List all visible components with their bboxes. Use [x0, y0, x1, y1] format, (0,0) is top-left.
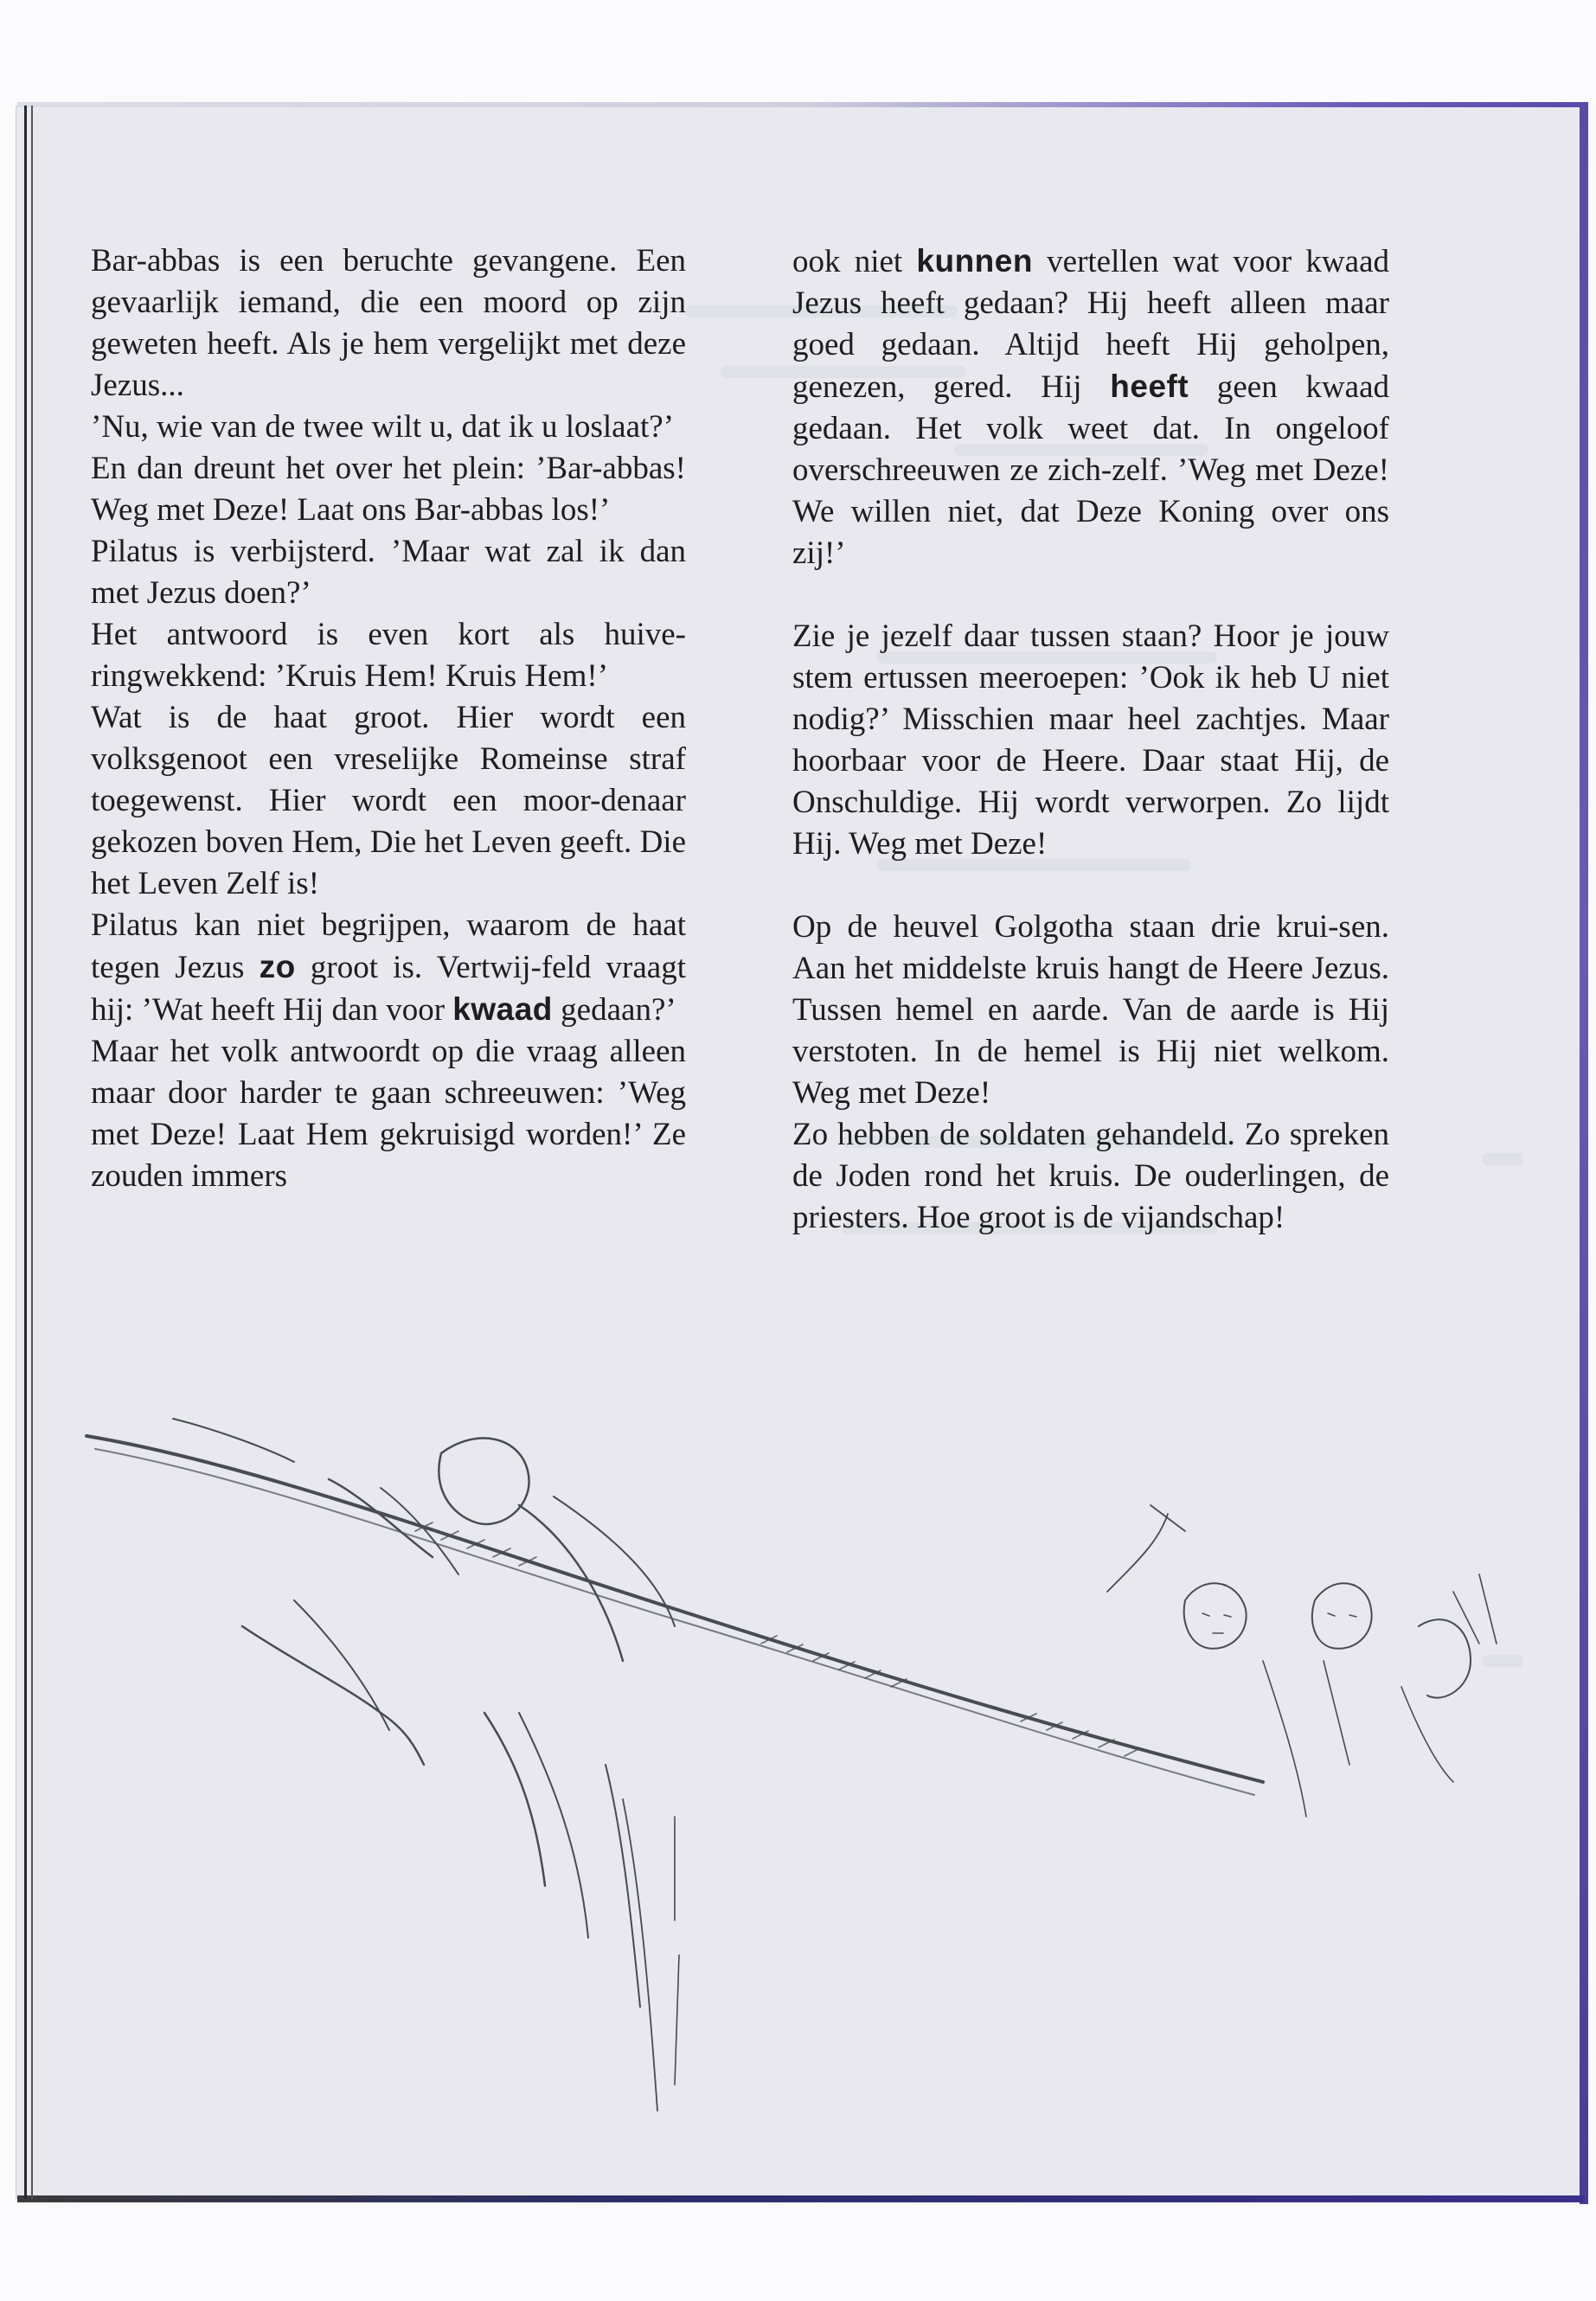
paragraph — [91, 448, 686, 531]
spine-line — [24, 106, 27, 2199]
text-segment: En dan dreunt het over het plein: ’Bar-abbas! Weg met Deze! Laat ons Bar-abbas los!’ — [91, 451, 686, 528]
paragraph — [91, 531, 686, 614]
bold-word: kwaad — [452, 991, 553, 1027]
bold-word: zo — [259, 949, 296, 984]
text-segment: vertellen wat voor kwaad Jezus heeft gedaan? Hij heeft alleen maar goed gedaan. Altijd heeft Hij geholpen, genezen, gered. Hij — [792, 244, 1389, 405]
paragraph — [91, 407, 686, 448]
paragraph — [792, 616, 1389, 865]
text-segment: ook niet — [792, 244, 917, 279]
text-segment: Het antwoord is even kort als huive-ringwekkend: ’Kruis Hem! Kruis Hem!’ — [91, 617, 686, 694]
paragraph — [792, 240, 1389, 574]
text-segment: Bar-abbas is een beruchte gevangene. Een gevaarlijk iemand, die een moord op zijn geweten heeft. Als je hem vergelijkt met deze Jezus... — [91, 243, 686, 403]
book-cover-edge — [1580, 102, 1588, 2204]
paragraph — [91, 240, 686, 407]
bold-word: heeft — [1110, 369, 1189, 404]
paragraph — [91, 614, 686, 697]
paragraph — [91, 905, 686, 1031]
page-top-edge — [17, 102, 1581, 107]
text-segment: groot is. Vertwij-feld vraagt hij: ’Wat heeft Hij dan voor — [91, 950, 686, 1028]
text-segment: ’Nu, wie van de twee wilt u, dat ik u loslaat?’ — [91, 409, 675, 445]
paragraph — [91, 1031, 686, 1197]
text-segment: Wat is de haat groot. Hier wordt een volksgenoot een vreselijke Romeinse straf toegewenst. Hier wordt een moor-denaar gekozen boven Hem, Die het Leven geeft. Die het Leven Zelf is! — [91, 700, 686, 901]
text-segment: Zo hebben de soldaten gehandeld. Zo spreken de Joden rond het kruis. De ouderlingen, de priesters. Hoe groot is de vijandschap! — [792, 1117, 1389, 1235]
crucifixion-pencil-sketch-icon — [69, 1401, 1522, 2137]
page-bottom-edge — [17, 2195, 1585, 2202]
text-segment: Pilatus is verbijsterd. ’Maar wat zal ik dan met Jezus doen?’ — [91, 534, 686, 611]
right-text-column — [792, 240, 1389, 1239]
text-segment: geen kwaad gedaan. Het volk weet dat. In ongeloof overschreeuwen ze zich-zelf. ’Weg met Deze! We willen niet, dat Deze Koning over ons zij!’ — [792, 369, 1389, 571]
text-segment: gedaan?’ — [552, 992, 676, 1028]
spine-line — [31, 106, 33, 2199]
text-segment: Op de heuvel Golgotha staan drie krui-sen. Aan het middelste kruis hangt de Heere Jezus. Tussen hemel en aarde. Van de aarde is Hij verstoten. In de hemel is Hij niet welkom. Weg met Deze! — [792, 909, 1389, 1111]
text-segment: Maar het volk antwoordt op die vraag alleen maar door harder te gaan schreeuwen: ’Weg met Deze! Laat Hem gekruisigd worden!’ Ze zouden immers — [91, 1034, 686, 1194]
text-segment: Pilatus kan niet begrijpen, waarom de haat tegen Jezus — [91, 907, 686, 985]
left-text-column — [91, 240, 686, 1197]
paragraph — [91, 697, 686, 905]
paragraph — [792, 1114, 1389, 1239]
text-segment: Zie je jezelf daar tussen staan? Hoor je jouw stem ertussen meeroepen: ’Ook ik heb U niet nodig?’ Misschien maar heel zachtjes. Maar hoorbaar voor de Heere. Daar staat Hij, de Onschuldige. Hij wordt verworpen. Zo lijdt Hij. Weg met Deze! — [792, 619, 1389, 862]
bold-word: kunnen — [916, 243, 1033, 279]
paragraph — [792, 907, 1389, 1114]
